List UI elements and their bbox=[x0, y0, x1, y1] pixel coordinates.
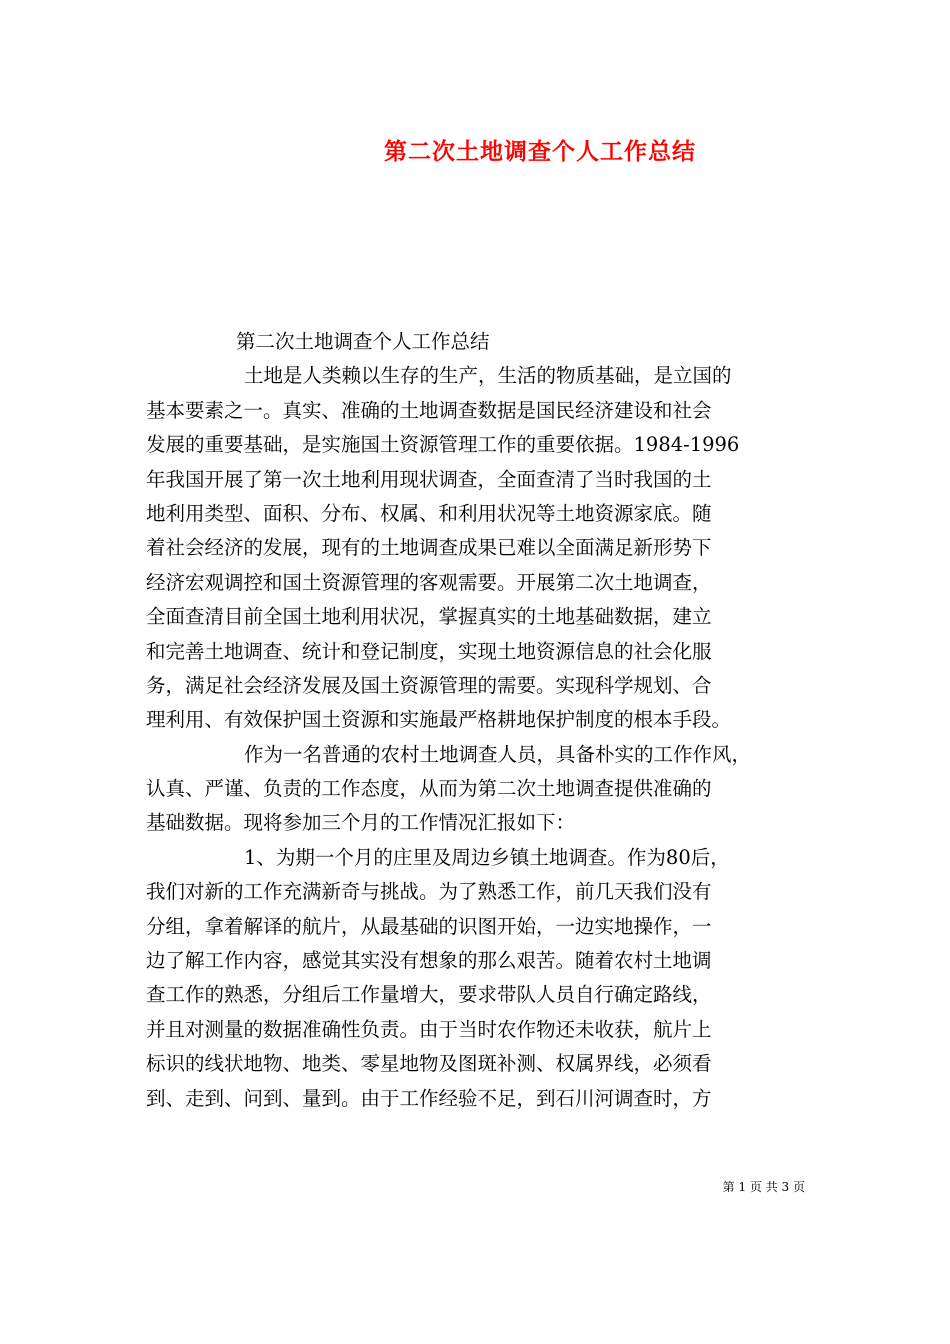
body-line: 认真、严谨、负责的工作态度，从而为第二次土地调查提供准确的 bbox=[146, 777, 712, 801]
body-line: 务，满足社会经济发展及国土资源管理的需要。实现科学规划、合 bbox=[146, 673, 712, 697]
body-line: 全面查清目前全国土地利用状况，掌握真实的土地基础数据，建立 bbox=[146, 605, 712, 629]
body-line: 分组，拿着解译的航片，从最基础的识图开始，一边实地操作，一 bbox=[146, 914, 712, 938]
document-title: 第二次土地调查个人工作总结 bbox=[384, 138, 696, 165]
body-line: 理利用、有效保护国土资源和实施最严格耕地保护制度的根本手段。 bbox=[146, 708, 732, 732]
body-line: 地利用类型、面积、分布、权属、和利用状况等土地资源家底。随 bbox=[146, 501, 712, 525]
body-line: 年我国开展了第一次土地利用现状调查，全面查清了当时我国的土 bbox=[146, 467, 712, 491]
body-line: 基础数据。现将参加三个月的工作情况汇报如下： bbox=[146, 811, 576, 835]
body-line: 作为一名普通的农村土地调查人员，具备朴实的工作作风， bbox=[244, 742, 752, 766]
page-number: 第 1 页 共 3 页 bbox=[722, 1180, 805, 1194]
body-line: 经济宏观调控和国土资源管理的客观需要。开展第二次土地调查， bbox=[146, 570, 712, 594]
body-line: 并且对测量的数据准确性负责。由于当时农作物还未收获，航片上 bbox=[146, 1017, 712, 1041]
body-line: 查工作的熟悉，分组后工作量增大，要求带队人员自行确定路线， bbox=[146, 983, 712, 1007]
body-line: 我们对新的工作充满新奇与挑战。为了熟悉工作，前几天我们没有 bbox=[146, 880, 712, 904]
body-line: 标识的线状地物、地类、零星地物及图斑补测、权属界线，必须看 bbox=[146, 1052, 712, 1076]
body-line: 到、走到、问到、量到。由于工作经验不足，到石川河调查时，方 bbox=[146, 1086, 712, 1110]
document-subtitle: 第二次土地调查个人工作总结 bbox=[236, 330, 490, 353]
body-line: 基本要素之一。真实、准确的土地调查数据是国民经济建设和社会 bbox=[146, 398, 712, 422]
body-line: 1、为期一个月的庄里及周边乡镇土地调查。作为80后， bbox=[244, 845, 730, 869]
body-line: 发展的重要基础，是实施国土资源管理工作的重要依据。1984-1996 bbox=[146, 433, 740, 457]
body-line: 土地是人类赖以生存的生产，生活的物质基础，是立国的 bbox=[244, 364, 732, 388]
body-line: 和完善土地调查、统计和登记制度，实现土地资源信息的社会化服 bbox=[146, 639, 712, 663]
body-line: 着社会经济的发展，现有的土地调查成果已难以全面满足新形势下 bbox=[146, 536, 712, 560]
body-line: 边了解工作内容，感觉其实没有想象的那么艰苦。随着农村土地调 bbox=[146, 949, 712, 973]
document-body bbox=[146, 325, 810, 1116]
